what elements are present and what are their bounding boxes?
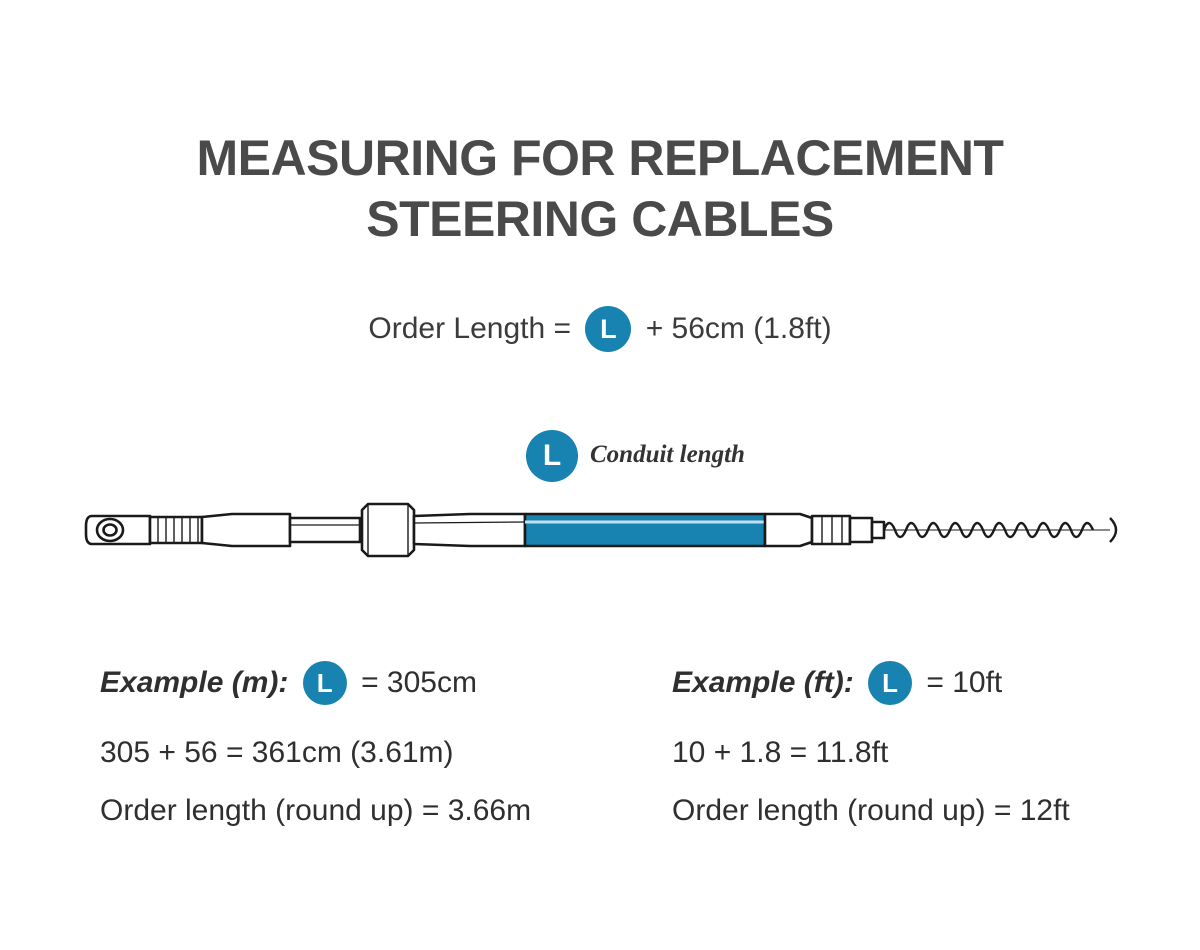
steering-cable-illustration <box>0 430 1200 590</box>
example-metric-calculation: 305 + 56 = 361cm (3.61m) <box>100 736 454 769</box>
title-line-2: STEERING CABLES <box>366 191 834 247</box>
example-imperial-order-length: Order length (round up) = 12ft <box>672 794 1070 827</box>
length-badge-icon: L <box>526 430 578 482</box>
length-badge-icon: L <box>303 661 347 705</box>
example-metric-value: = 305cm <box>361 666 477 700</box>
examples-section <box>0 660 1200 890</box>
order-length-formula <box>0 306 1200 352</box>
example-imperial-value: = 10ft <box>926 666 1003 700</box>
length-badge-icon: L <box>868 661 912 705</box>
example-imperial <box>672 660 1200 828</box>
example-imperial-heading <box>672 660 1200 712</box>
page-title <box>0 128 1200 250</box>
title-line-1: MEASURING FOR REPLACEMENT <box>196 130 1004 186</box>
example-metric-order-length: Order length (round up) = 3.66m <box>100 794 532 827</box>
example-metric-lead: Example (m): <box>100 666 289 700</box>
formula-suffix: + 56cm (1.8ft) <box>645 312 832 345</box>
length-badge-icon: L <box>585 306 631 352</box>
example-metric <box>100 660 660 828</box>
cable-diagram <box>0 430 1200 590</box>
example-imperial-lead: Example (ft): <box>672 666 854 700</box>
example-imperial-calculation: 10 + 1.8 = 11.8ft <box>672 736 889 769</box>
formula-prefix: Order Length = <box>368 312 572 345</box>
conduit-length-label: Conduit length <box>590 441 745 468</box>
example-metric-heading <box>100 660 660 712</box>
